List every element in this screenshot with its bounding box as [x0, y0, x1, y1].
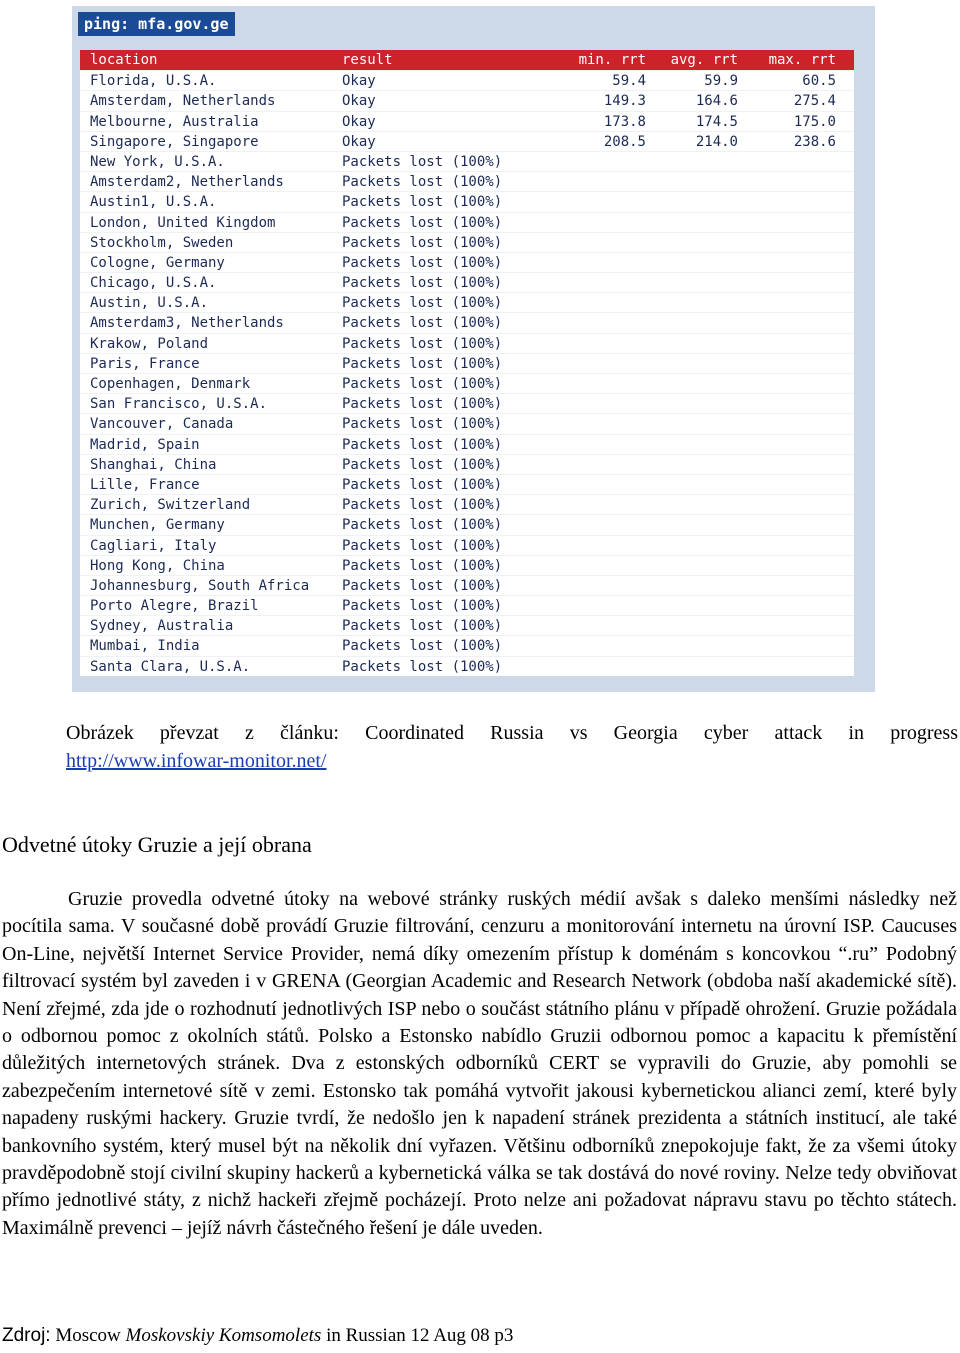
table-row: [80, 555, 854, 575]
cell-max-rrt: [738, 475, 836, 494]
cell-location: Porto Alegre, Brazil: [90, 598, 259, 615]
table-row: [80, 373, 854, 393]
cell-min-rrt: [556, 495, 646, 514]
source-citation: [2, 1322, 513, 1350]
cell-result: Packets lost (100%): [342, 638, 503, 655]
cell-result: Okay: [342, 133, 376, 150]
cell-avg-rrt: [646, 354, 738, 373]
cell-result: Packets lost (100%): [342, 436, 503, 453]
cell-avg-rrt: [646, 515, 738, 534]
cell-avg-rrt: 174.5: [695, 113, 738, 130]
cell-min-rrt: 173.8: [603, 113, 646, 130]
cell-max-rrt: [738, 213, 836, 232]
cell-min-rrt: [556, 192, 646, 211]
cell-location: Amsterdam3, Netherlands: [90, 315, 284, 332]
cell-min-rrt: [556, 152, 646, 171]
cell-result: Packets lost (100%): [342, 376, 503, 392]
source-text-2: in Russian 12 Aug 08 p3: [321, 1325, 514, 1346]
table-row: [80, 312, 854, 332]
cell-min-rrt: [556, 233, 646, 252]
cell-result: Packets lost (100%): [342, 517, 503, 534]
cell-min-rrt: [556, 657, 646, 676]
cell-location: Amsterdam, Netherlands: [90, 93, 276, 110]
cell-max-rrt: [738, 374, 836, 393]
source-link[interactable]: http://www.infowar-monitor.net/: [66, 750, 327, 772]
cell-location: London, United Kingdom: [90, 214, 276, 231]
cell-min-rrt: [556, 414, 646, 433]
cell-max-rrt: [738, 576, 836, 595]
cell-location: Singapore, Singapore: [90, 133, 259, 150]
table-row: [80, 434, 854, 454]
cell-result: Packets lost (100%): [342, 234, 503, 251]
cell-max-rrt: 275.4: [793, 93, 836, 110]
figure-caption: Obrázek převzat z článku: Coordinated Russia vs Georgia cyber attack in progress: [66, 722, 958, 744]
cell-avg-rrt: [646, 152, 738, 171]
cell-avg-rrt: [646, 414, 738, 433]
cell-min-rrt: [556, 576, 646, 595]
cell-min-rrt: [556, 556, 646, 575]
cell-max-rrt: [738, 192, 836, 211]
cell-result: Packets lost (100%): [342, 355, 503, 372]
table-row: [80, 272, 854, 292]
cell-location: Mumbai, India: [90, 638, 200, 655]
cell-max-rrt: [738, 495, 836, 514]
cell-avg-rrt: [646, 616, 738, 635]
table-row: [80, 413, 854, 433]
cell-location: San Francisco, U.S.A.: [90, 396, 268, 413]
column-header-result: result: [342, 52, 393, 68]
table-row: [80, 171, 854, 191]
cell-min-rrt: [556, 354, 646, 373]
cell-location: Amsterdam2, Netherlands: [90, 174, 284, 191]
cell-max-rrt: [738, 515, 836, 534]
table-row: [80, 353, 854, 373]
table-row: [80, 615, 854, 635]
cell-avg-rrt: [646, 657, 738, 676]
cell-max-rrt: [738, 414, 836, 433]
cell-min-rrt: [556, 394, 646, 413]
cell-result: Packets lost (100%): [342, 194, 503, 211]
cell-avg-rrt: [646, 233, 738, 252]
body-paragraph: Gruzie provedla odvetné útoky na webové stránky ruských médií avšak s daleko menšími následky než pocítila sama. V současné době provádí Gruzie filtrování, cenzuru a monitorování internetu na úrovní ISP. Caucuses On-Line, největší Internet Service Provider, nemá díky omezením přístup k doménám s koncovkou “.ru” Podobný filtrovací systém byl zaveden i v GRENA (Georgian Academic and Research Network (obdoba naší akademické sítě). Není zřejmé, zda jde o rozhodnutí jednotlivých ISP nebo o součást státního plánu v případě ohrožení. Gruzie požádala o odbornou pomoc z okolních států. Polsko a Estonsko nabídlo Gruzii odbornou pomoc a kapacitu k přemístění důležitých internetových stránek. Dva z estonských odborníků CERT se vypravili do Gruzie, aby pomohli se zabezpečením internetové sítě v zemi. Estonsko tak pomáhá vytvořit jakousi kybernetickou alianci zemí, které byly napadeny ruskými hackery. Gruzie tvrdí, že nedošlo jen k napadení stránek prezidenta a státních institucí, ale také bankovního systém, který musel být na několik dní vyřazen. Většinu odborníků znepokojuje fakt, že za všemi útoky pravděpodobně stojí civilní skupiny hackerů a kybernetická válka se tak dostává do nové roviny. Nelze tedy obviňovat přímo jednotlivé státy, z nichž hackeři zřejmě pocházejí. Proto nelze ani požadovat nápravu stavu po těchto státech. Maximálně prevenci – jejíž návrh částečného řešení je dále uveden.: [2, 888, 957, 1239]
cell-avg-rrt: [646, 394, 738, 413]
cell-location: Shanghai, China: [90, 456, 217, 473]
cell-location: Zurich, Switzerland: [90, 497, 251, 514]
cell-result: Packets lost (100%): [342, 416, 503, 433]
ping-title: ping: mfa.gov.ge: [78, 12, 235, 36]
cell-min-rrt: [556, 313, 646, 332]
section-heading: Odvetné útoky Gruzie a její obrana: [2, 832, 312, 857]
cell-location: Stockholm, Sweden: [90, 234, 234, 251]
cell-avg-rrt: [646, 576, 738, 595]
cell-avg-rrt: [646, 172, 738, 191]
cell-max-rrt: [738, 455, 836, 474]
table-row: [80, 131, 854, 151]
cell-result: Packets lost (100%): [342, 497, 503, 514]
cell-min-rrt: [556, 213, 646, 232]
cell-min-rrt: [556, 616, 646, 635]
cell-location: Krakow, Poland: [90, 335, 209, 352]
cell-max-rrt: 60.5: [802, 73, 836, 90]
table-row: [80, 595, 854, 615]
table-row: [80, 514, 854, 534]
cell-max-rrt: [738, 273, 836, 292]
cell-max-rrt: [738, 233, 836, 252]
cell-result: Packets lost (100%): [342, 456, 503, 473]
cell-max-rrt: [738, 313, 836, 332]
cell-location: Hong Kong, China: [90, 557, 225, 574]
cell-location: Chicago, U.S.A.: [90, 275, 217, 292]
cell-avg-rrt: [646, 435, 738, 454]
cell-min-rrt: [556, 435, 646, 454]
ping-results-table: [80, 50, 854, 676]
cell-max-rrt: [738, 657, 836, 676]
cell-result: Packets lost (100%): [342, 254, 503, 271]
cell-min-rrt: [556, 293, 646, 312]
cell-location: Munchen, Germany: [90, 517, 225, 534]
cell-avg-rrt: [646, 192, 738, 211]
cell-location: Austin1, U.S.A.: [90, 194, 217, 211]
cell-max-rrt: [738, 394, 836, 413]
cell-location: Sydney, Australia: [90, 618, 234, 635]
cell-max-rrt: [738, 152, 836, 171]
cell-result: Packets lost (100%): [342, 174, 503, 191]
cell-location: Lille, France: [90, 476, 200, 493]
cell-min-rrt: [556, 515, 646, 534]
cell-max-rrt: [738, 334, 836, 353]
cell-min-rrt: 59.4: [612, 73, 646, 90]
cell-location: Cagliari, Italy: [90, 537, 217, 554]
cell-location: Johannesburg, South Africa: [90, 577, 310, 594]
cell-result: Packets lost (100%): [342, 598, 503, 615]
cell-avg-rrt: 164.6: [695, 93, 738, 110]
cell-max-rrt: [738, 536, 836, 555]
cell-result: Packets lost (100%): [342, 618, 503, 635]
cell-result: Okay: [342, 73, 376, 90]
table-body: [80, 70, 854, 676]
table-row: [80, 393, 854, 413]
cell-location: Cologne, Germany: [90, 254, 225, 271]
cell-avg-rrt: [646, 374, 738, 393]
source-publication: Moskovskiy Komsomolets: [125, 1325, 322, 1346]
source-text-1: Moscow: [50, 1325, 126, 1346]
cell-avg-rrt: [646, 293, 738, 312]
cell-location: Madrid, Spain: [90, 436, 200, 453]
cell-location: Vancouver, Canada: [90, 416, 234, 433]
cell-max-rrt: 238.6: [793, 133, 836, 150]
cell-result: Packets lost (100%): [342, 153, 503, 170]
cell-avg-rrt: [646, 313, 738, 332]
cell-avg-rrt: [646, 636, 738, 655]
cell-max-rrt: [738, 354, 836, 373]
table-row: [80, 575, 854, 595]
cell-avg-rrt: [646, 596, 738, 615]
cell-max-rrt: 175.0: [793, 113, 836, 130]
table-row: [80, 494, 854, 514]
cell-location: Melbourne, Australia: [90, 113, 259, 130]
cell-result: Packets lost (100%): [342, 658, 503, 675]
cell-avg-rrt: 59.9: [704, 73, 738, 90]
cell-min-rrt: [556, 455, 646, 474]
table-row: [80, 656, 854, 676]
cell-result: Packets lost (100%): [342, 214, 503, 231]
cell-result: Packets lost (100%): [342, 295, 503, 312]
cell-result: Packets lost (100%): [342, 557, 503, 574]
cell-max-rrt: [738, 636, 836, 655]
cell-min-rrt: [556, 273, 646, 292]
cell-avg-rrt: [646, 495, 738, 514]
table-row: [80, 90, 854, 110]
cell-max-rrt: [738, 293, 836, 312]
cell-location: Austin, U.S.A.: [90, 295, 209, 312]
table-row: [80, 111, 854, 131]
cell-result: Packets lost (100%): [342, 577, 503, 594]
cell-avg-rrt: [646, 213, 738, 232]
cell-location: Florida, U.S.A.: [90, 73, 217, 90]
table-row: [80, 454, 854, 474]
cell-min-rrt: [556, 374, 646, 393]
ping-screenshot: [72, 6, 875, 692]
cell-max-rrt: [738, 616, 836, 635]
table-row: [80, 151, 854, 171]
cell-avg-rrt: [646, 536, 738, 555]
column-header-location: location: [90, 52, 158, 68]
cell-result: Okay: [342, 93, 376, 110]
cell-location: New York, U.S.A.: [90, 153, 225, 170]
cell-result: Packets lost (100%): [342, 537, 503, 554]
table-row: [80, 70, 854, 90]
table-row: [80, 333, 854, 353]
cell-avg-rrt: [646, 556, 738, 575]
cell-result: Packets lost (100%): [342, 396, 503, 413]
column-header-avg-rrt: avg. rrt: [670, 52, 738, 68]
table-row: [80, 232, 854, 252]
cell-min-rrt: [556, 253, 646, 272]
cell-min-rrt: [556, 636, 646, 655]
cell-min-rrt: [556, 596, 646, 615]
cell-max-rrt: [738, 596, 836, 615]
cell-location: Paris, France: [90, 355, 200, 372]
cell-avg-rrt: [646, 253, 738, 272]
cell-result: Okay: [342, 113, 376, 130]
table-row: [80, 292, 854, 312]
column-header-max-rrt: max. rrt: [768, 52, 836, 68]
cell-location: Copenhagen, Denmark: [90, 376, 251, 392]
cell-avg-rrt: [646, 475, 738, 494]
cell-min-rrt: [556, 475, 646, 494]
cell-min-rrt: [556, 334, 646, 353]
table-row: [80, 212, 854, 232]
table-row: [80, 535, 854, 555]
cell-result: Packets lost (100%): [342, 476, 503, 493]
cell-min-rrt: [556, 536, 646, 555]
cell-avg-rrt: [646, 455, 738, 474]
column-header-min-rrt: min. rrt: [578, 52, 646, 68]
cell-max-rrt: [738, 172, 836, 191]
table-row: [80, 474, 854, 494]
table-row: [80, 252, 854, 272]
cell-result: Packets lost (100%): [342, 315, 503, 332]
cell-max-rrt: [738, 435, 836, 454]
cell-avg-rrt: 214.0: [695, 133, 738, 150]
cell-min-rrt: [556, 172, 646, 191]
table-row: [80, 191, 854, 211]
cell-avg-rrt: [646, 334, 738, 353]
cell-result: Packets lost (100%): [342, 335, 503, 352]
table-header-row: [80, 50, 854, 70]
cell-result: Packets lost (100%): [342, 275, 503, 292]
cell-max-rrt: [738, 253, 836, 272]
source-label: Zdroj:: [2, 1325, 51, 1346]
table-row: [80, 635, 854, 655]
cell-location: Santa Clara, U.S.A.: [90, 658, 251, 675]
cell-min-rrt: 208.5: [603, 133, 646, 150]
cell-min-rrt: 149.3: [603, 93, 646, 110]
cell-max-rrt: [738, 556, 836, 575]
cell-avg-rrt: [646, 273, 738, 292]
